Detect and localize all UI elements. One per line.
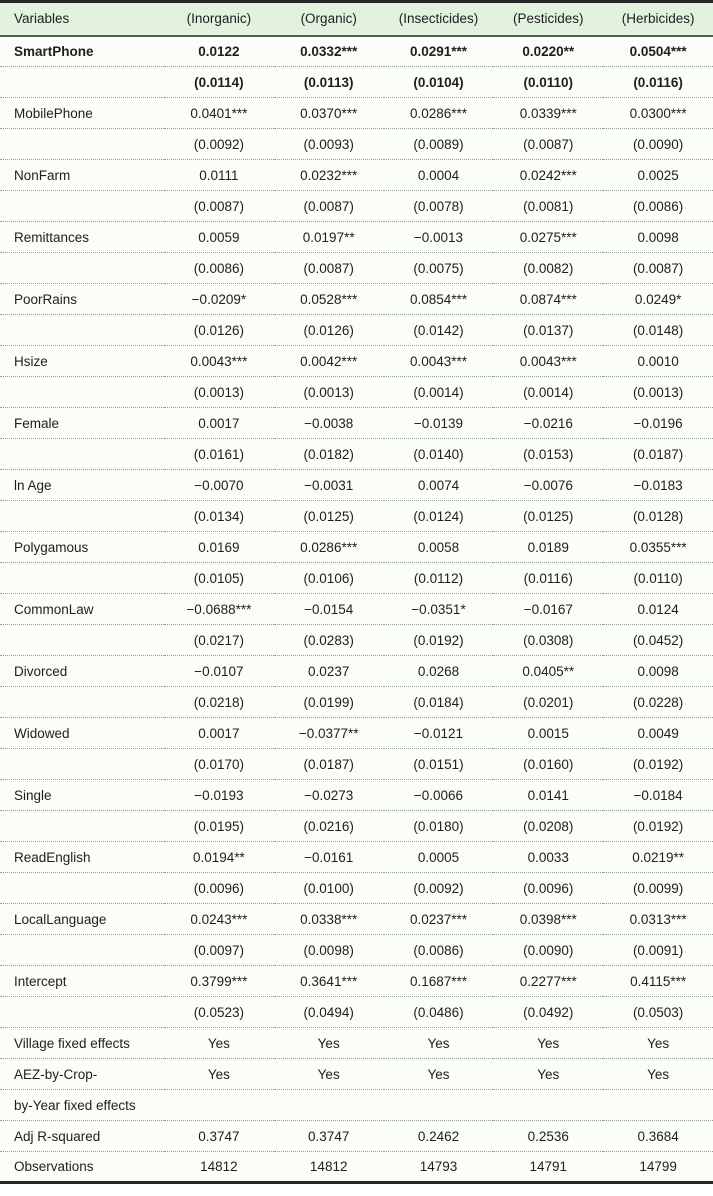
standard-error-value: (0.0494): [303, 1004, 354, 1020]
coefficient-value: −0.0038: [304, 415, 354, 431]
footer-value: 0.3747: [308, 1128, 350, 1144]
coefficient-row: [0, 532, 713, 563]
footer-value: [164, 1090, 274, 1121]
standard-error-value: (0.0092): [413, 880, 464, 896]
standard-error-value: (0.0099): [632, 880, 684, 896]
coefficient-value: −0.0273: [304, 787, 354, 803]
standard-error-value: (0.0090): [632, 136, 684, 152]
coefficient-row: [0, 594, 713, 625]
variable-label: Hsize: [14, 353, 48, 369]
standard-error-value: (0.0126): [303, 322, 354, 338]
footer-value: [603, 1090, 713, 1121]
standard-error-value: (0.0096): [523, 880, 574, 896]
standard-error-value: (0.0503): [632, 1004, 684, 1020]
standard-error-row: [0, 501, 713, 532]
coefficient-value: 0.0189: [527, 539, 569, 555]
standard-error-value: (0.0086): [632, 198, 684, 214]
footer-label: AEZ-by-Crop-: [14, 1066, 98, 1082]
coefficient-value: 0.0232***: [300, 167, 358, 183]
footer-row: [0, 1059, 713, 1090]
standard-error-value: (0.0142): [413, 322, 464, 338]
variable-label: LocalLanguage: [14, 911, 107, 927]
coefficient-value: 0.0010: [637, 353, 679, 369]
standard-error-value: (0.0148): [632, 322, 684, 338]
empty-label-cell: [0, 377, 164, 408]
coefficient-value: −0.0013: [413, 229, 464, 245]
empty-label-cell: [0, 191, 164, 222]
coefficient-value: 0.0111: [199, 167, 239, 183]
standard-error-value: (0.0182): [303, 446, 354, 462]
empty-label-cell: [0, 935, 164, 966]
coefficient-value: 0.0504***: [629, 43, 687, 59]
standard-error-value: (0.0125): [303, 508, 354, 524]
coefficient-row: [0, 160, 713, 191]
coefficient-value: −0.0161: [304, 849, 354, 865]
empty-label-cell: [0, 67, 164, 98]
standard-error-row: [0, 811, 713, 842]
standard-error-value: (0.0013): [193, 384, 245, 400]
standard-error-row: [0, 935, 713, 966]
coefficient-value: 0.0401***: [190, 105, 248, 121]
coefficient-value: 0.0015: [527, 725, 569, 741]
coefficient-value: 0.0237: [308, 663, 350, 679]
standard-error-row: [0, 439, 713, 470]
footer-value: Yes: [647, 1066, 670, 1082]
coefficient-value: 0.0017: [198, 725, 240, 741]
coefficient-value: 0.3799***: [190, 973, 248, 989]
coefficient-value: 0.0194**: [192, 849, 245, 865]
coefficient-row: [0, 842, 713, 873]
standard-error-value: (0.0199): [303, 694, 354, 710]
coefficient-row: [0, 718, 713, 749]
variable-label: Female: [14, 415, 60, 431]
standard-error-row: [0, 129, 713, 160]
standard-error-value: (0.0192): [413, 632, 464, 648]
coefficient-value: 0.0169: [198, 539, 240, 555]
standard-error-value: (0.0208): [523, 818, 574, 834]
standard-error-row: [0, 253, 713, 284]
footer-value: Yes: [537, 1035, 560, 1051]
coefficient-row: [0, 470, 713, 501]
coefficient-value: −0.0183: [633, 477, 683, 493]
variable-label: Remittances: [14, 229, 90, 245]
column-header-pesticides: (Pesticides): [513, 11, 584, 27]
coefficient-value: −0.0076: [523, 477, 573, 493]
footer-label: Observations: [14, 1159, 94, 1174]
footer-value: Yes: [537, 1066, 560, 1082]
coefficient-value: 0.0405**: [522, 663, 575, 679]
standard-error-value: (0.0126): [193, 322, 245, 338]
standard-error-value: (0.0100): [303, 880, 354, 896]
standard-error-value: (0.0151): [413, 756, 464, 772]
standard-error-value: (0.0110): [523, 74, 574, 90]
footer-value: [384, 1090, 494, 1121]
standard-error-row: [0, 315, 713, 346]
footer-label: Adj R-squared: [14, 1128, 101, 1144]
coefficient-value: 0.0332***: [300, 43, 358, 59]
standard-error-value: (0.0089): [413, 136, 464, 152]
standard-error-row: [0, 563, 713, 594]
footer-value: 14793: [419, 1159, 458, 1174]
standard-error-value: (0.0128): [632, 508, 684, 524]
coefficient-value: 0.0017: [198, 415, 240, 431]
footer-value: [274, 1090, 384, 1121]
coefficient-value: 0.0005: [417, 849, 460, 865]
standard-error-value: (0.0283): [303, 632, 354, 648]
coefficient-row: [0, 284, 713, 315]
standard-error-value: (0.0087): [632, 260, 684, 276]
standard-error-value: (0.0091): [632, 942, 684, 958]
standard-error-value: (0.0217): [193, 632, 245, 648]
standard-error-value: (0.0104): [413, 74, 464, 90]
coefficient-row: [0, 656, 713, 687]
column-header-herbicides: (Herbicides): [621, 11, 695, 27]
standard-error-value: (0.0014): [523, 384, 574, 400]
coefficient-value: −0.0139: [413, 415, 464, 431]
coefficient-row: [0, 36, 713, 67]
footer-value: 0.3684: [637, 1128, 679, 1144]
standard-error-value: (0.0140): [413, 446, 464, 462]
empty-label-cell: [0, 749, 164, 780]
coefficient-value: 0.0268: [417, 663, 460, 679]
empty-label-cell: [0, 315, 164, 346]
standard-error-value: (0.0492): [523, 1004, 574, 1020]
coefficient-value: 0.0220**: [522, 43, 575, 59]
coefficient-value: 0.0398***: [519, 911, 577, 927]
standard-error-value: (0.0218): [193, 694, 245, 710]
empty-label-cell: [0, 687, 164, 718]
standard-error-value: (0.0075): [413, 260, 464, 276]
header-row: [0, 2, 713, 36]
standard-error-row: [0, 997, 713, 1028]
footer-value: Yes: [317, 1066, 340, 1082]
empty-label-cell: [0, 873, 164, 904]
coefficient-value: 0.0219**: [632, 849, 684, 865]
variable-label: ReadEnglish: [14, 849, 91, 865]
coefficient-value: 0.0242***: [519, 167, 577, 183]
table-header: [0, 2, 713, 36]
coefficient-value: 0.0339***: [519, 105, 577, 121]
standard-error-value: (0.0116): [523, 570, 573, 586]
coefficient-value: 0.0033: [527, 849, 569, 865]
empty-label-cell: [0, 811, 164, 842]
footer-label: by-Year fixed effects: [14, 1097, 136, 1113]
coefficient-value: 0.0098: [637, 663, 679, 679]
coefficient-value: 0.0291***: [409, 43, 468, 59]
coefficient-row: [0, 904, 713, 935]
coefficient-value: 0.3641***: [300, 973, 358, 989]
empty-label-cell: [0, 997, 164, 1028]
coefficient-row: [0, 346, 713, 377]
coefficient-value: 0.0300***: [629, 105, 687, 121]
coefficient-value: 0.0338***: [300, 911, 358, 927]
standard-error-value: (0.0096): [193, 880, 245, 896]
footer-value: Yes: [207, 1035, 230, 1051]
standard-error-row: [0, 625, 713, 656]
standard-error-value: (0.0153): [523, 446, 574, 462]
coefficient-value: 0.0854***: [409, 291, 468, 307]
variable-label: NonFarm: [14, 167, 71, 183]
standard-error-value: (0.0086): [193, 260, 245, 276]
column-header-variables: Variables: [14, 11, 70, 27]
footer-row: [0, 1090, 713, 1121]
coefficient-value: 0.0249*: [634, 291, 682, 307]
coefficient-value: 0.0049: [637, 725, 679, 741]
standard-error-value: (0.0187): [303, 756, 354, 772]
standard-error-value: (0.0013): [303, 384, 354, 400]
coefficient-row: [0, 98, 713, 129]
coefficient-value: 0.0098: [637, 229, 679, 245]
empty-label-cell: [0, 129, 164, 160]
standard-error-value: (0.0137): [523, 322, 574, 338]
empty-label-cell: [0, 439, 164, 470]
footer-row: [0, 1028, 713, 1059]
standard-error-value: (0.0116): [633, 74, 683, 90]
coefficient-value: 0.0874***: [519, 291, 577, 307]
coefficient-value: 0.0528***: [300, 291, 358, 307]
coefficient-value: 0.0042***: [300, 353, 358, 369]
standard-error-value: (0.0082): [523, 260, 574, 276]
standard-error-value: (0.0113): [303, 74, 354, 90]
standard-error-value: (0.0180): [413, 818, 464, 834]
footer-value: 14812: [309, 1159, 348, 1174]
standard-error-row: [0, 749, 713, 780]
empty-label-cell: [0, 501, 164, 532]
coefficient-value: 0.0286***: [300, 539, 358, 555]
coefficient-value: 0.2277***: [519, 973, 577, 989]
standard-error-value: (0.0081): [523, 198, 574, 214]
coefficient-value: −0.0209*: [191, 291, 247, 307]
standard-error-value: (0.0134): [193, 508, 245, 524]
standard-error-value: (0.0308): [523, 632, 574, 648]
footer-value: Yes: [647, 1035, 670, 1051]
coefficient-value: 0.0043***: [409, 353, 468, 369]
variable-label: PoorRains: [14, 291, 78, 307]
standard-error-value: (0.0093): [303, 136, 354, 152]
coefficient-value: −0.0154: [304, 601, 354, 617]
footer-value: Yes: [427, 1035, 450, 1051]
standard-error-value: (0.0192): [632, 818, 684, 834]
variable-label: Polygamous: [14, 539, 89, 555]
coefficient-value: 0.0004: [417, 167, 460, 183]
coefficient-value: 0.0237***: [409, 911, 468, 927]
footer-value: 14799: [639, 1159, 677, 1174]
footer-row: [0, 1121, 713, 1152]
coefficient-row: [0, 966, 713, 997]
coefficient-value: 0.0313***: [629, 911, 687, 927]
coefficient-value: −0.0377**: [298, 725, 359, 741]
standard-error-value: (0.0014): [413, 384, 464, 400]
standard-error-value: (0.0184): [413, 694, 464, 710]
coefficient-value: 0.0124: [637, 601, 679, 617]
column-header-inorganic: (Inorganic): [186, 11, 252, 27]
coefficient-value: 0.0370***: [300, 105, 358, 121]
empty-label-cell: [0, 563, 164, 594]
standard-error-value: (0.0170): [193, 756, 245, 772]
standard-error-value: (0.0087): [303, 198, 354, 214]
coefficient-value: 0.0122: [198, 43, 240, 59]
coefficient-value: 0.0243***: [190, 911, 248, 927]
variable-label: SmartPhone: [14, 43, 94, 59]
standard-error-value: (0.0187): [632, 446, 684, 462]
standard-error-row: [0, 191, 713, 222]
standard-error-value: (0.0078): [413, 198, 464, 214]
standard-error-value: (0.0201): [523, 694, 574, 710]
standard-error-value: (0.0087): [303, 260, 354, 276]
standard-error-value: (0.0452): [632, 632, 684, 648]
coefficient-value: 0.0074: [417, 477, 460, 493]
empty-label-cell: [0, 625, 164, 656]
footer-value: 14791: [529, 1159, 568, 1174]
coefficient-value: −0.0216: [523, 415, 573, 431]
footer-value: 0.3747: [198, 1128, 240, 1144]
coefficient-value: −0.0107: [194, 663, 244, 679]
coefficient-value: 0.0197**: [302, 229, 355, 245]
empty-label-cell: [0, 253, 164, 284]
standard-error-value: (0.0097): [193, 942, 245, 958]
standard-error-value: (0.0098): [303, 942, 354, 958]
standard-error-value: (0.0086): [413, 942, 464, 958]
coefficient-value: 0.4115***: [630, 973, 687, 989]
standard-error-row: [0, 873, 713, 904]
standard-error-row: [0, 67, 713, 98]
coefficient-value: −0.0688***: [186, 601, 252, 617]
footer-value: Yes: [207, 1066, 230, 1082]
standard-error-value: (0.0161): [193, 446, 245, 462]
footer-label: Village fixed effects: [14, 1035, 130, 1051]
standard-error-value: (0.0523): [193, 1004, 245, 1020]
standard-error-value: (0.0106): [303, 570, 354, 586]
variable-label: Single: [14, 787, 52, 803]
variable-label: Widowed: [14, 725, 70, 741]
coefficient-value: 0.0141: [527, 787, 569, 803]
coefficient-value: −0.0184: [633, 787, 683, 803]
footer-value: Yes: [427, 1066, 450, 1082]
standard-error-value: (0.0087): [523, 136, 574, 152]
footer-row: [0, 1152, 713, 1183]
column-header-organic: (Organic): [300, 11, 357, 27]
standard-error-value: (0.0087): [193, 198, 245, 214]
coefficient-row: [0, 780, 713, 811]
coefficient-value: −0.0196: [633, 415, 683, 431]
footer-value: 0.2462: [417, 1128, 460, 1144]
standard-error-value: (0.0160): [523, 756, 574, 772]
coefficient-value: 0.0286***: [409, 105, 468, 121]
variable-label: ln Age: [14, 477, 52, 493]
coefficient-value: −0.0193: [194, 787, 244, 803]
coefficient-value: 0.0025: [637, 167, 679, 183]
standard-error-value: (0.0486): [413, 1004, 464, 1020]
coefficient-value: 0.0058: [417, 539, 460, 555]
coefficient-value: −0.0351*: [411, 601, 466, 617]
coefficient-row: [0, 408, 713, 439]
coefficient-value: −0.0121: [413, 725, 464, 741]
standard-error-value: (0.0090): [523, 942, 574, 958]
coefficient-value: −0.0066: [413, 787, 464, 803]
coefficient-row: [0, 222, 713, 253]
variable-label: Intercept: [14, 973, 67, 989]
coefficient-value: 0.0355***: [629, 539, 687, 555]
standard-error-value: (0.0192): [632, 756, 684, 772]
coefficient-value: −0.0031: [304, 477, 354, 493]
standard-error-value: (0.0195): [193, 818, 245, 834]
coefficient-value: −0.0167: [523, 601, 573, 617]
standard-error-value: (0.0216): [303, 818, 354, 834]
variable-label: Divorced: [14, 663, 68, 679]
coefficient-value: 0.0043***: [190, 353, 248, 369]
variable-label: MobilePhone: [14, 105, 93, 121]
standard-error-value: (0.0013): [632, 384, 684, 400]
coefficient-value: −0.0070: [194, 477, 244, 493]
footer-value: [493, 1090, 603, 1121]
footer-value: Yes: [317, 1035, 340, 1051]
standard-error-value: (0.0092): [193, 136, 245, 152]
standard-error-value: (0.0112): [413, 570, 464, 586]
standard-error-row: [0, 687, 713, 718]
coefficient-value: 0.1687***: [409, 973, 468, 989]
standard-error-value: (0.0125): [523, 508, 574, 524]
standard-error-value: (0.0124): [413, 508, 464, 524]
standard-error-value: (0.0228): [632, 694, 684, 710]
standard-error-row: [0, 377, 713, 408]
coefficient-value: 0.0275***: [519, 229, 577, 245]
column-header-insecticides: (Insecticides): [398, 11, 479, 27]
coefficient-value: 0.0059: [198, 229, 240, 245]
standard-error-value: (0.0110): [633, 570, 683, 586]
standard-error-value: (0.0114): [194, 74, 244, 90]
footer-value: 14812: [200, 1159, 238, 1174]
standard-error-value: (0.0105): [193, 570, 245, 586]
table-body: [0, 36, 713, 1183]
variable-label: CommonLaw: [14, 601, 94, 617]
coefficient-value: 0.0043***: [519, 353, 577, 369]
footer-value: 0.2536: [527, 1128, 569, 1144]
